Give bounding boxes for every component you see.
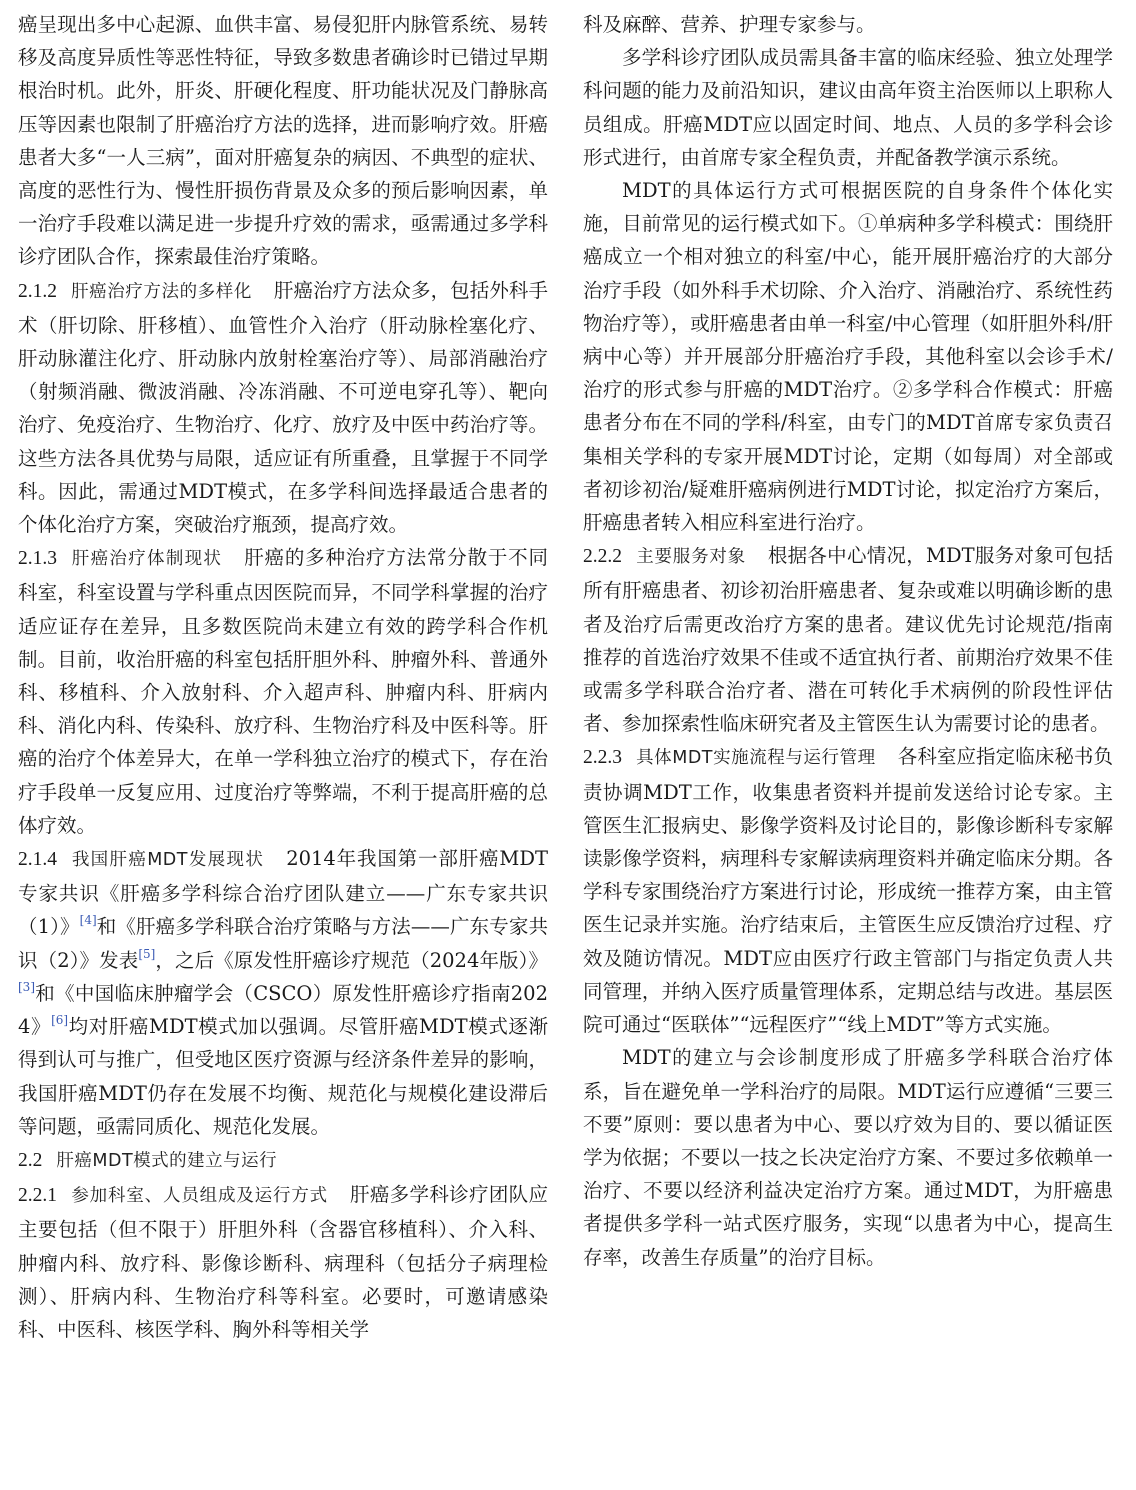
section-title: 主要服务对象 [636,547,746,568]
section-number: 2.1.3 [18,548,57,570]
subsection-2-2-3 [583,740,1113,1041]
section-title: 我国肝癌MDT发展现状 [71,850,265,871]
citation-link[interactable]: [3] [18,979,35,994]
section-text: 肝癌多学科诊疗团队应主要包括（但不限于）肝胆外科（含器官移植科）、介入科、肿瘤内科、放疗科、影像诊断科、病理科（包括分子病理检测）、肝病内科、生物治疗科等科室。必要时，可邀请感染科、中医科、核医学科、胸外科等相关学 [18,1183,548,1341]
paragraph: 多学科诊疗团队成员需具备丰富的临床经验、独立处理学科问题的能力及前沿知识，建议由高年资主治医师以上职称人员组成。肝癌MDT应以固定时间、地点、人员的多学科会诊形式进行，由首席专家全程负责，并配备教学演示系统。 [583,46,1113,169]
section-text: 和《肝癌多学科联合治疗策略与方法——广东专家共识（2）》发表 [18,915,548,972]
subsection-2-2-1 [18,1178,548,1346]
right-column [583,8,1113,1274]
paragraph: 科及麻醉、营养、护理专家参与。 [583,13,876,36]
section-text: 均对肝癌MDT模式加以强调。尽管肝癌MDT模式逐渐得到认可与推广，但受地区医疗资源与经济条件差异的影响，我国肝癌MDT仍存在发展不均衡、规范化与规模化建设滞后等问题，亟需同质化、规范化发展。 [18,1015,548,1138]
section-heading-2-2 [18,1143,548,1178]
paragraph: MDT的具体运行方式可根据医院的自身条件个体化实施，目前常见的运行模式如下。①单病种多学科模式：围绕肝癌成立一个相对独立的科室/中心，能开展肝癌治疗的大部分治疗手段（如外科手术切除、介入治疗、消融治疗、系统性药物治疗等），或肝癌患者由单一科室/中心管理（如肝胆外科/肝病中心等）并开展部分肝癌治疗手段，其他科室以会诊手术/治疗的形式参与肝癌的MDT治疗。②多学科合作模式：肝癌患者分布在不同的学科/科室，由专门的MDT首席专家负责召集相关学科的专家开展MDT讨论，定期（如每周）对全部或者初诊初治/疑难肝癌病例进行MDT讨论，拟定治疗方案后，肝癌患者转入相应科室进行治疗。 [583,179,1113,535]
paragraph: MDT的建立与会诊制度形成了肝癌多学科联合治疗体系，旨在避免单一学科治疗的局限。MDT运行应遵循“三要三不要”原则：要以患者为中心、要以疗效为目的、要以循证医学为依据；不要以一技之长决定治疗方案、不要过多依赖单一治疗、不要以经济利益决定治疗方案。通过MDT，为肝癌患者提供多学科一站式医疗服务，实现“以患者为中心，提高生存率，改善生存质量”的治疗目标。 [583,1046,1113,1269]
section-text: 肝癌的多种治疗方法常分散于不同科室，科室设置与学科重点因医院而异，不同学科掌握的治疗适应证存在差异，且多数医院尚未建立有效的跨学科合作机制。目前，收治肝癌的科室包括肝胆外科、肿瘤外科、普通外科、移植科、介入放射科、介入超声科、肿瘤内科、肝病内科、消化内科、传染科、放疗科、生物治疗科及中医科等。肝癌的治疗个体差异大，在单一学科独立治疗的模式下，存在治疗手段单一反复应用、过度治疗等弊端，不利于提高肝癌的总体疗效。 [18,546,548,837]
section-text: 2014年我国第一部肝癌MDT专家共识《肝癌多学科综合治疗团队建立——广东专家共识（1）》 [18,847,548,939]
section-number: 2.2.1 [18,1185,57,1207]
section-title: 参加科室、人员组成及运行方式 [71,1186,328,1207]
section-text: ，之后《原发性肝癌诊疗规范（2024年版）》 [155,948,548,972]
section-number: 2.2 [18,1149,43,1171]
section-title: 肝癌MDT模式的建立与运行 [56,1150,278,1171]
section-title: 肝癌治疗方法的多样化 [71,281,252,302]
section-title: 肝癌治疗体制现状 [71,549,223,570]
subsection-2-1-2 [18,274,548,542]
section-number: 2.1.2 [18,280,57,302]
paragraph: 癌呈现出多中心起源、血供丰富、易侵犯肝内脉管系统、易转移及高度异质性等恶性特征，导致多数患者确诊时已错过早期根治时机。此外，肝炎、肝硬化程度、肝功能状况及门静脉高压等因素也限制了肝癌治疗方法的选择，进而影响疗效。肝癌患者大多“一人三病”，面对肝癌复杂的病因、不典型的症状、高度的恶性行为、慢性肝损伤背景及众多的预后影响因素，单一治疗手段难以满足进一步提升疗效的需求，亟需通过多学科诊疗团队合作，探索最佳治疗策略。 [18,13,548,269]
citation-link[interactable]: [6] [51,1013,69,1028]
citation-link[interactable]: [5] [138,946,156,961]
section-text: 肝癌治疗方法众多，包括外科手术（肝切除、肝移植）、血管性介入治疗（肝动脉栓塞化疗、肝动脉灌注化疗、肝动脉内放射栓塞治疗等）、局部消融治疗（射频消融、微波消融、冷冻消融、不可逆电穿孔等）、靶向治疗、免疫治疗、生物治疗、化疗、放疗及中医中药治疗等。这些方法各具优势与局限，适应证有所重叠，且掌握于不同学科。因此，需通过MDT模式，在多学科间选择最适合患者的个体化治疗方案，突破治疗瓶颈，提高疗效。 [18,278,548,537]
left-column [18,8,548,1346]
citation-link[interactable]: [4] [79,913,97,928]
section-text: 各科室应指定临床秘书负责协调MDT工作，收集患者资料并提前发送给讨论专家。主管医生汇报病史、影像学资料及讨论目的，影像诊断科专家解读影像学资料，病理科专家解读病理资料并确定临床分期。各学科专家围绕治疗方案进行讨论，形成统一推荐方案，由主管医生记录并实施。治疗结束后，主管医生应反馈治疗过程、疗效及随访情况。MDT应由医疗行政主管部门与指定负责人共同管理，并纳入医疗质量管理体系，定期总结与改进。基层医院可通过“医联体”“远程医疗”“线上MDT”等方式实施。 [583,745,1113,1037]
section-number: 2.1.4 [18,849,57,871]
section-title: 具体MDT实施流程与运行管理 [636,748,876,769]
section-text: 根据各中心情况，MDT服务对象可包括所有肝癌患者、初诊初治肝癌患者、复杂或难以明确诊断的患者及治疗后需更改治疗方案的患者。建议优先讨论规范/指南推荐的首选治疗效果不佳或不适宜执行者、前期治疗效果不佳或需多学科联合治疗者、潜在可转化手术病例的阶段性评估者、参加探索性临床研究者及主管医生认为需要讨论的患者。 [583,544,1113,736]
subsection-2-2-2 [583,539,1113,740]
subsection-2-1-3 [18,541,548,842]
section-number: 2.2.2 [583,546,622,568]
subsection-2-1-4 [18,842,548,1143]
section-number: 2.2.3 [583,747,622,769]
section-text: 和《中国临床肿瘤学会（CSCO）原发性肝癌诊疗指南2024》 [18,981,548,1039]
